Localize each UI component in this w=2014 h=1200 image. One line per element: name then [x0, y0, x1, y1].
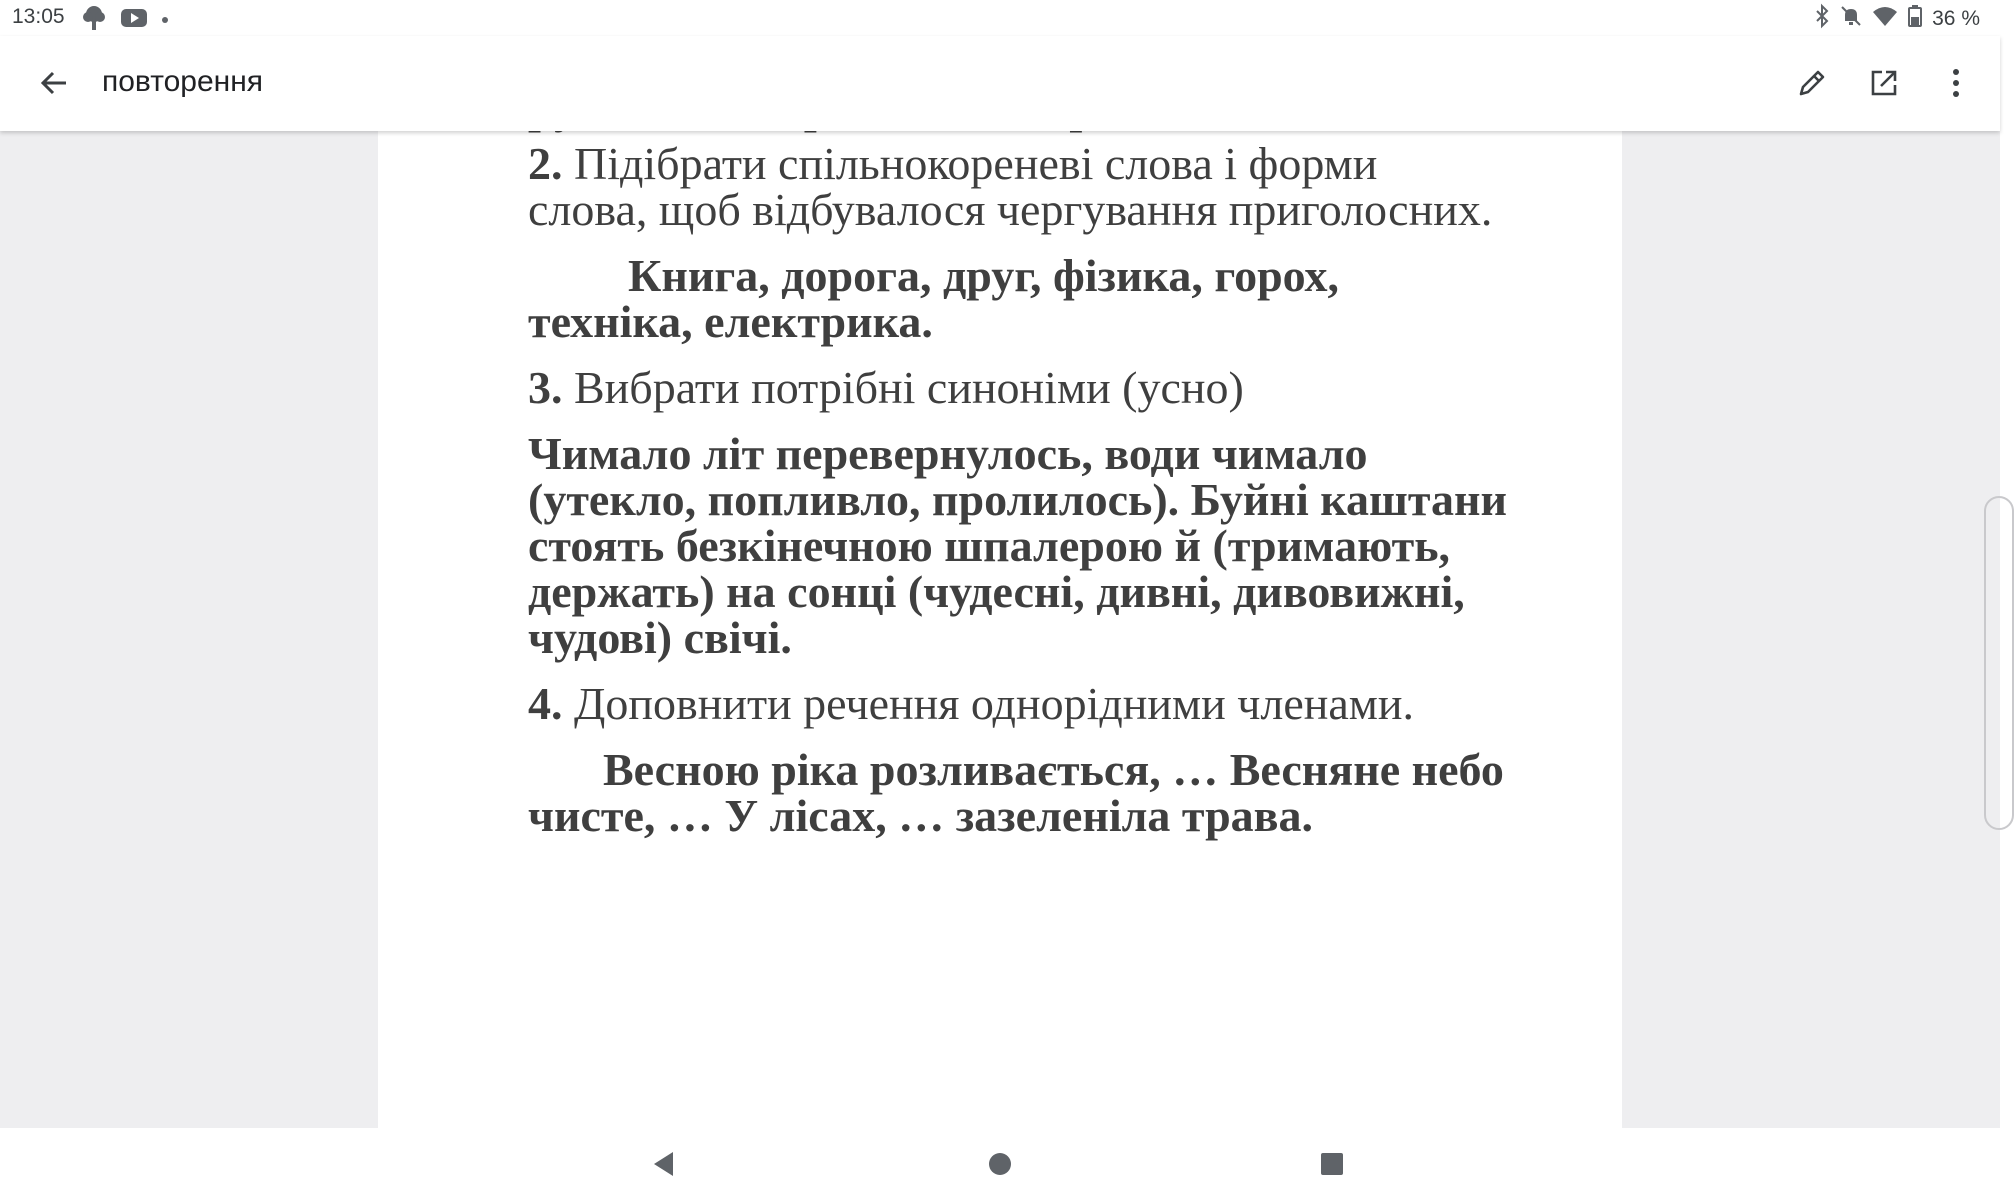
mute-icon	[1840, 5, 1862, 32]
dot-icon	[160, 12, 170, 30]
open-external-icon	[1868, 67, 1900, 99]
task-number: 3.	[528, 362, 563, 413]
bluetooth-icon	[1814, 5, 1830, 32]
status-bar	[0, 0, 2000, 36]
app-bar-actions	[1790, 61, 1978, 105]
task-2-instruction	[528, 138, 1508, 235]
task-number: 2.	[528, 138, 563, 189]
nav-home-button[interactable]	[978, 1142, 1022, 1186]
task-instruction: Підібрати спільнокореневі слова і форми слова, щоб відбувалося чергування приголосних.	[528, 138, 1493, 235]
status-left-icons	[80, 4, 170, 37]
document-content	[528, 111, 1508, 839]
document-page	[378, 111, 1622, 1128]
document-viewer[interactable]	[0, 131, 2000, 1128]
task-number: 4.	[528, 678, 563, 729]
battery-icon	[1908, 5, 1922, 32]
task-instruction: Вибрати потрібні синоніми (усно)	[574, 362, 1244, 413]
tree-notification-icon	[80, 4, 108, 37]
square-recents-icon	[1319, 1151, 1345, 1177]
edit-icon	[1796, 67, 1828, 99]
edge-panel-handle[interactable]	[1984, 496, 2014, 830]
circle-home-icon	[987, 1151, 1013, 1177]
wifi-icon	[1872, 5, 1898, 32]
edit-button[interactable]	[1790, 61, 1834, 105]
more-options-button[interactable]	[1934, 61, 1978, 105]
nav-recents-button[interactable]	[1310, 1142, 1354, 1186]
open-external-button[interactable]	[1862, 61, 1906, 105]
task-4-content: Весною ріка розливається, … Весняне небо чисте, … У лісах, … зазеленіла трава.	[528, 744, 1504, 841]
document-title: повторення	[102, 65, 264, 98]
nav-back-button[interactable]	[642, 1142, 686, 1186]
app-bar	[0, 36, 2000, 131]
arrow-back-icon	[39, 68, 69, 98]
battery-level: 36 %	[1932, 6, 1980, 30]
back-button[interactable]	[34, 63, 74, 103]
status-right	[1814, 5, 1980, 32]
task-instruction: Доповнити речення однорідними членами.	[574, 678, 1414, 729]
task-3-instruction	[528, 362, 1508, 413]
youtube-icon	[120, 7, 148, 34]
navigation-bar	[0, 1128, 2000, 1200]
task-4-instruction	[528, 678, 1508, 729]
triangle-back-icon	[651, 1150, 677, 1178]
task-2-content: Книга, дорога, друг, фізика, горох, техніка, електрика.	[528, 250, 1340, 347]
status-time: 13:05	[12, 5, 65, 28]
more-vertical-icon	[1951, 67, 1961, 99]
task-3-content: Чимало літ перевернулось, води чимало (утекло, попливло, пролилось). Буйні каштани стоять безкінечною шпалерою й (тримають, держать) на сонці (чудесні, дивні, дивовижні, чудові) свічі.	[528, 428, 1508, 663]
